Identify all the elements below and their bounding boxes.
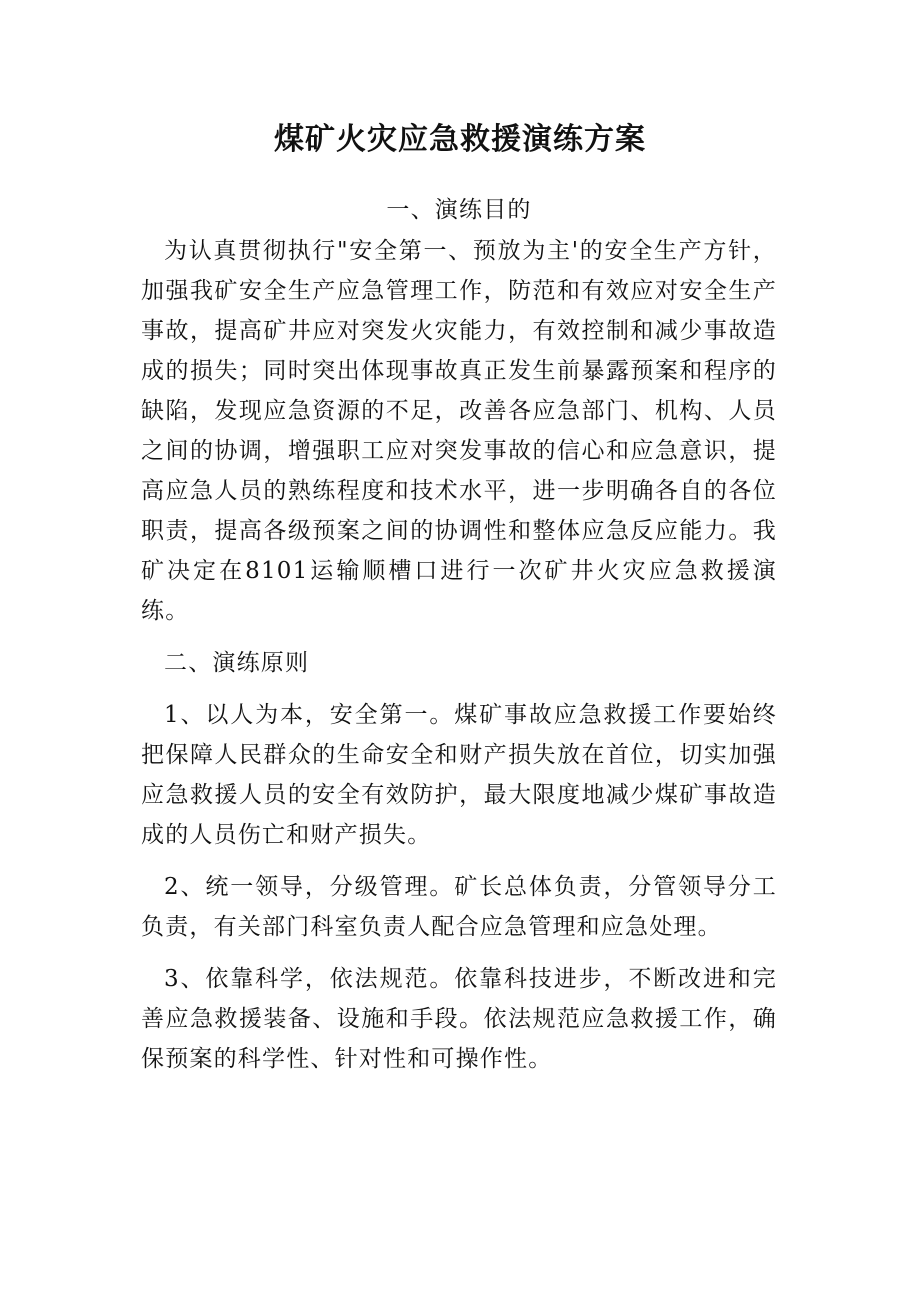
section-heading-principles: 二、演练原则 xyxy=(164,650,310,676)
document-title: 煤矿火灾应急救援演练方案 xyxy=(274,122,646,157)
section-heading-purpose: 一、演练目的 xyxy=(386,197,532,223)
principle-item: 3、依靠科学，依法规范。依靠科技进步，不断改进和完善应急救援装备、设施和手段。依法规范应急救援工作，确保预案的科学性、针对性和可操作性。 xyxy=(141,966,777,1072)
principle-item: 1、以人为本，安全第一。煤矿事故应急救援工作要始终把保障人民群众的生命安全和财产损失放在首位，切实加强应急救援人员的安全有效防护，最大限度地减少煤矿事故造成的人员伤亡和财产损失。 xyxy=(141,702,777,848)
principle-item: 2、统一领导，分级管理。矿长总体负责，分管领导分工负责，有关部门科室负责人配合应急管理和应急处理。 xyxy=(141,874,777,940)
document-body xyxy=(141,190,777,1079)
purpose-paragraph: 为认真贯彻执行"安全第一、预放为主'的安全生产方针，加强我矿安全生产应急管理工作，防范和有效应对安全生产事故，提高矿井应对突发火灾能力，有效控制和减少事故造成的损失；同时突出体现事故真正发生前暴露预案和程序的缺陷，发现应急资源的不足，改善各应急部门、机构、人员之间的协调，增强职工应对突发事故的信心和应急意识，提高应急人员的熟练程度和技术水平，进一步明确各自的各位职责，提高各级预案之间的协调性和整体应急反应能力。我矿决定在8101运输顺槽口进行一次矿井火灾应急救援演练。 xyxy=(141,238,777,624)
